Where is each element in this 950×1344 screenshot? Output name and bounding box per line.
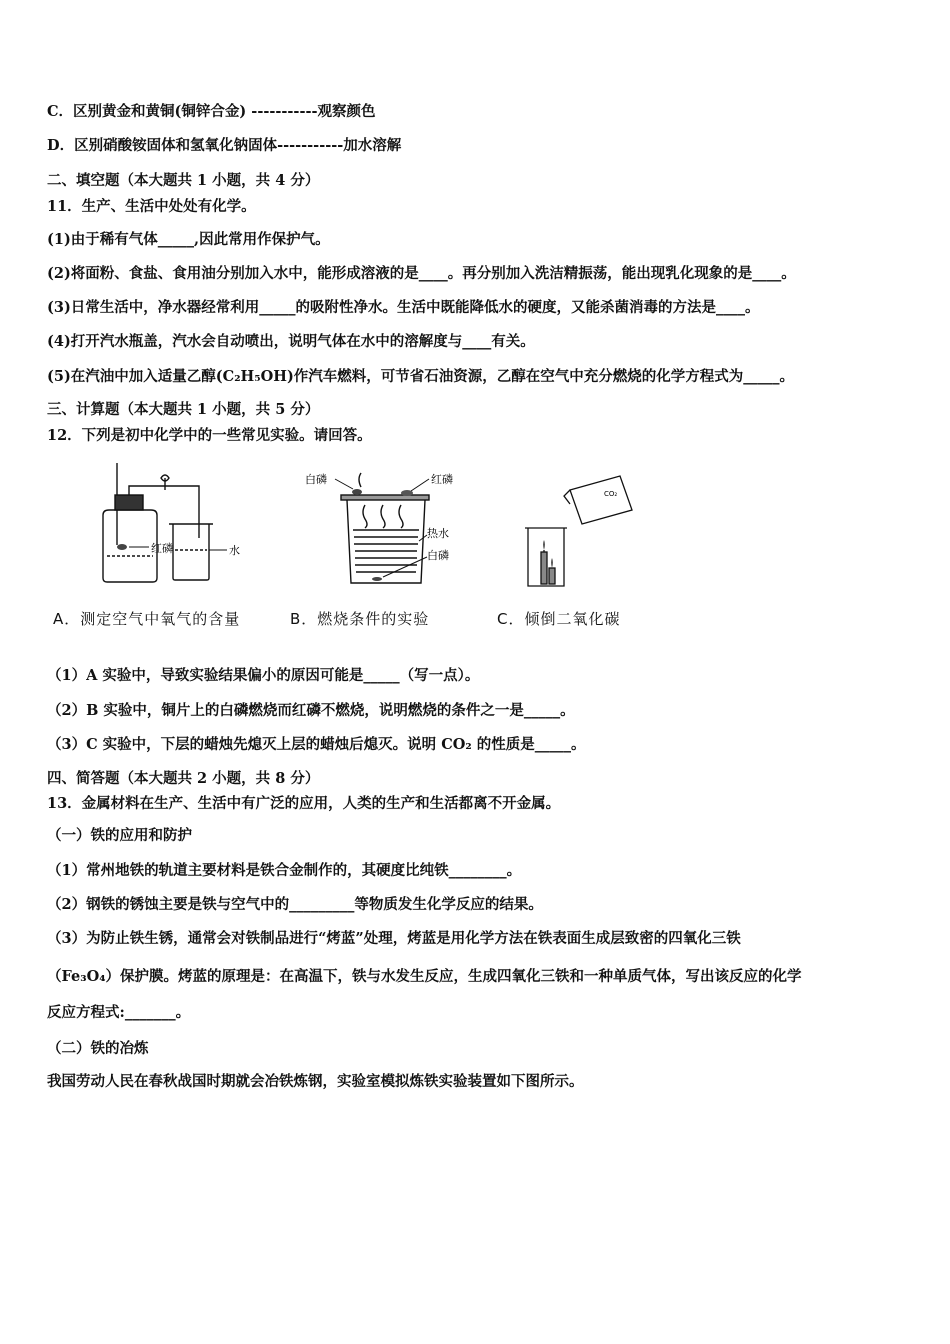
q11-part4: (4)打开汽水瓶盖，汽水会自动喷出，说明气体在水中的溶解度与____有关。	[47, 333, 535, 350]
q13-part2: （2）钢铁的锈蚀主要是铁与空气中的_________等物质发生化学反应的结果。	[47, 896, 543, 913]
q12-part2: （2）B 实验中，铜片上的白磷燃烧而红磷不燃烧，说明燃烧的条件之一是_____。	[47, 702, 575, 719]
q11-part5: (5)在汽油中加入适量乙醇(C₂H₅OH)作汽车燃料，可节省石油资源，乙醇在空气中充分燃烧的化学方程式为_____。	[47, 368, 795, 385]
section-heading-fill-blank: 二、填空题（本大题共 1 小题，共 4 分）	[47, 172, 320, 189]
q11-part3: (3)日常生活中，净水器经常利用_____的吸附性净水。生活中既能降低水的硬度，又能杀菌消毒的方法是____。	[47, 299, 760, 316]
section-heading-short-answer: 四、简答题（本大题共 2 小题，共 8 分）	[47, 770, 320, 787]
figure-b-combustion-apparatus	[305, 465, 485, 590]
label-white-phosphorus-top: 白磷	[305, 473, 327, 486]
q13-part3-line2: （Fe₃O₄）保护膜。烤蓝的原理是：在高温下，铁与水发生反应，生成四氧化三铁和一种单质气体，写出该反应的化学	[47, 968, 802, 985]
section-heading-calculation: 三、计算题（本大题共 1 小题，共 5 分）	[47, 401, 320, 418]
q13-part3-line3: 反应方程式:_______。	[47, 1004, 191, 1021]
q13-part1: （1）常州地铁的轨道主要材料是铁合金制作的，其硬度比纯铁________。	[47, 862, 522, 879]
question-13: 13．金属材料在生产、生活中有广泛的应用，人类的生产和生活都离不开金属。	[47, 795, 561, 812]
figure-c-pouring-co2	[520, 470, 650, 590]
line-c-option: C．区别黄金和黄铜(铜锌合金) -----------观察颜色	[47, 103, 376, 120]
label-hot-water: 热水	[427, 527, 449, 540]
q12-part1: （1）A 实验中，导致实验结果偏小的原因可能是_____（写一点）。	[47, 667, 480, 684]
label-red-phosphorus-b: 红磷	[431, 473, 453, 486]
caption-a: A．测定空气中氧气的含量	[53, 610, 241, 628]
figure-a-oxygen-apparatus	[95, 460, 255, 590]
q13-part3-line1: （3）为防止铁生锈，通常会对铁制品进行“烤蓝”处理，烤蓝是用化学方法在铁表面生成层致密的四氧化三铁	[47, 930, 741, 947]
q13-subsection-2: （二）铁的冶炼	[47, 1040, 149, 1057]
label-water: 水	[229, 544, 240, 557]
label-red-phosphorus-a: 红磷	[151, 542, 173, 555]
question-12: 12．下列是初中化学中的一些常见实验。请回答。	[47, 427, 372, 444]
caption-b: B．燃烧条件的实验	[290, 610, 430, 628]
line-d-option: D．区别硝酸铵固体和氢氧化钠固体-----------加水溶解	[47, 137, 402, 154]
label-co2: CO₂	[604, 490, 618, 498]
q11-part1: (1)由于稀有气体_____,因此常用作保护气。	[47, 231, 330, 248]
q11-part2: (2)将面粉、食盐、食用油分别加入水中，能形成溶液的是____。再分别加入洗洁精振荡，能出现乳化现象的是____。	[47, 265, 796, 282]
question-11: 11．生产、生活中处处有化学。	[47, 198, 256, 215]
q13-iron-smelting-intro: 我国劳动人民在春秋战国时期就会冶铁炼钢，实验室模拟炼铁实验装置如下图所示。	[47, 1073, 584, 1090]
label-white-phosphorus-bottom: 白磷	[427, 549, 449, 562]
q13-subsection-1: （一）铁的应用和防护	[47, 827, 192, 844]
caption-c: C．倾倒二氧化碳	[497, 610, 621, 628]
q12-part3: （3）C 实验中，下层的蜡烛先熄灭上层的蜡烛后熄灭。说明 CO₂ 的性质是_____。	[47, 736, 586, 753]
